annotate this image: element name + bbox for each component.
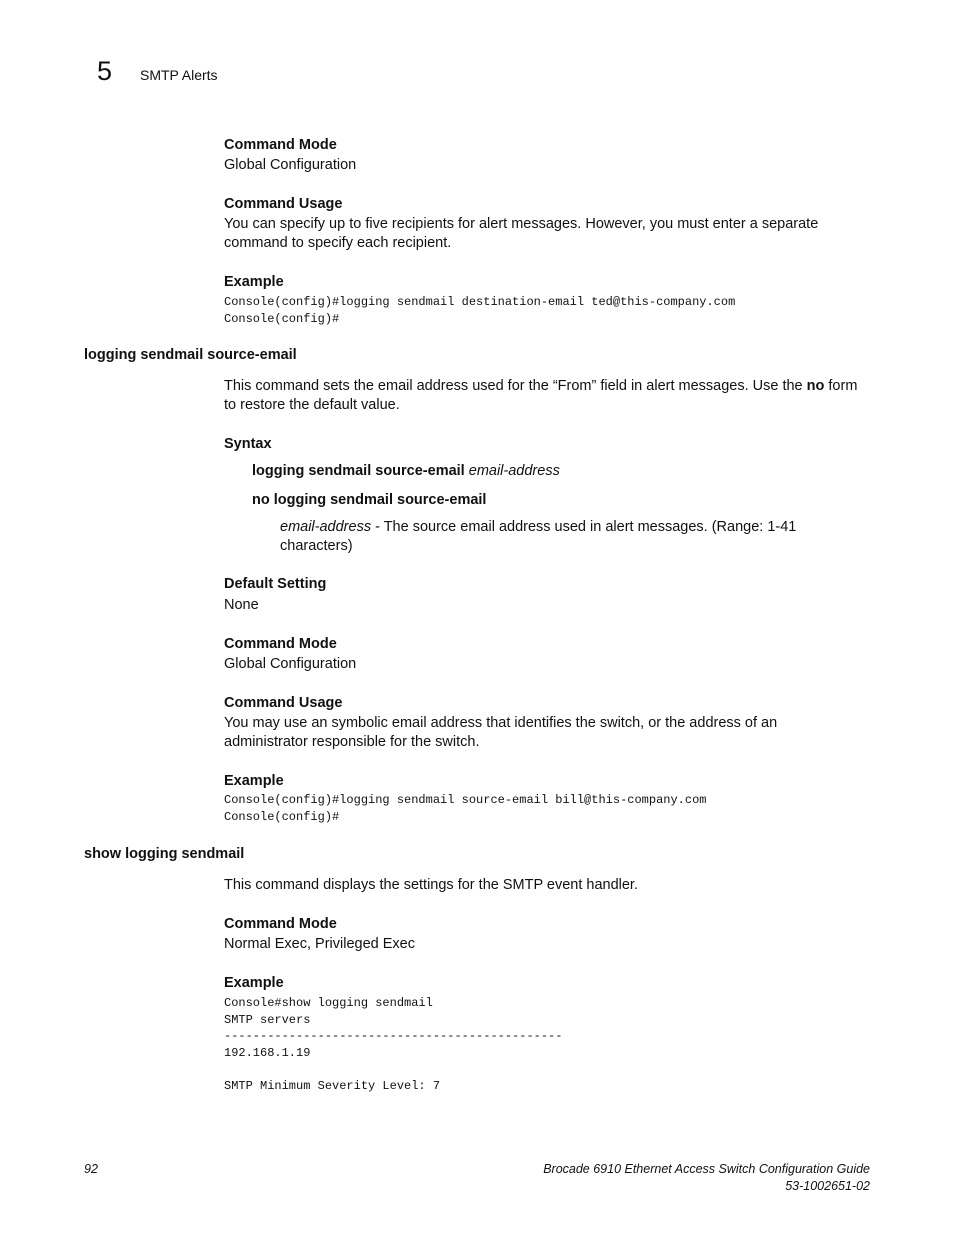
default-setting-heading: Default Setting bbox=[224, 576, 327, 592]
command-mode-text: Global Configuration bbox=[224, 157, 357, 173]
default-setting-text: None bbox=[224, 597, 259, 613]
syntax-parameter: email-address bbox=[468, 463, 560, 479]
example-heading: Example bbox=[224, 773, 284, 789]
description-text-pre: This command sets the email address used for the “From” field in alert messages. Use the bbox=[224, 378, 807, 394]
document-number: 53-1002651-02 bbox=[785, 1179, 870, 1193]
syntax-command: logging sendmail source-email bbox=[252, 463, 465, 479]
command-mode-text: Global Configuration bbox=[224, 656, 357, 672]
chapter-number: 5 bbox=[97, 56, 113, 86]
show-sendmail-description: This command displays the settings for the SMTP event handler. bbox=[224, 877, 638, 893]
command-mode-heading: Command Mode bbox=[224, 916, 337, 932]
description-text-post: form to restore the default value. bbox=[224, 378, 858, 413]
syntax-heading: Syntax bbox=[224, 436, 272, 452]
command-usage-text: You may use an symbolic email address that identifies the switch, or the address of an administrator responsible for the switch. bbox=[224, 715, 778, 750]
command-mode-heading: Command Mode bbox=[224, 636, 337, 652]
syntax-line-2: no logging sendmail source-email bbox=[252, 492, 487, 508]
source-email-description bbox=[224, 377, 870, 415]
parameter-description bbox=[280, 518, 820, 556]
example-heading: Example bbox=[224, 975, 284, 991]
command-usage-text: You can specify up to five recipients for alert messages. However, you must enter a separate command to specify each recipient. bbox=[224, 216, 819, 251]
section-title-show-sendmail: show logging sendmail bbox=[84, 846, 245, 862]
syntax-line-1 bbox=[252, 462, 560, 481]
page-number: 92 bbox=[84, 1162, 98, 1176]
command-mode-text: Normal Exec, Privileged Exec bbox=[224, 936, 415, 952]
command-mode-heading: Command Mode bbox=[224, 137, 337, 153]
guide-title: Brocade 6910 Ethernet Access Switch Configuration Guide bbox=[543, 1162, 870, 1176]
chapter-title: SMTP Alerts bbox=[140, 67, 218, 83]
no-keyword: no bbox=[806, 378, 825, 394]
section-title-source-email: logging sendmail source-email bbox=[84, 347, 297, 363]
command-usage-heading: Command Usage bbox=[224, 695, 343, 711]
example-code-block: Console(config)#logging sendmail destination-email ted@this-company.com Console(config)# bbox=[224, 295, 736, 326]
parameter-text: - The source email address used in alert messages. (Range: 1-41 characters) bbox=[280, 519, 797, 554]
command-usage-heading: Command Usage bbox=[224, 196, 343, 212]
example-code-block: Console(config)#logging sendmail source-email bill@this-company.com Console(config)# bbox=[224, 793, 707, 824]
example-code-block: Console#show logging sendmail SMTP servers ----------------------------------------------- 192.168.1.19 SMTP Minimum Severity Level: 7 bbox=[224, 996, 563, 1093]
example-heading: Example bbox=[224, 274, 284, 290]
parameter-name: email-address bbox=[280, 519, 372, 535]
